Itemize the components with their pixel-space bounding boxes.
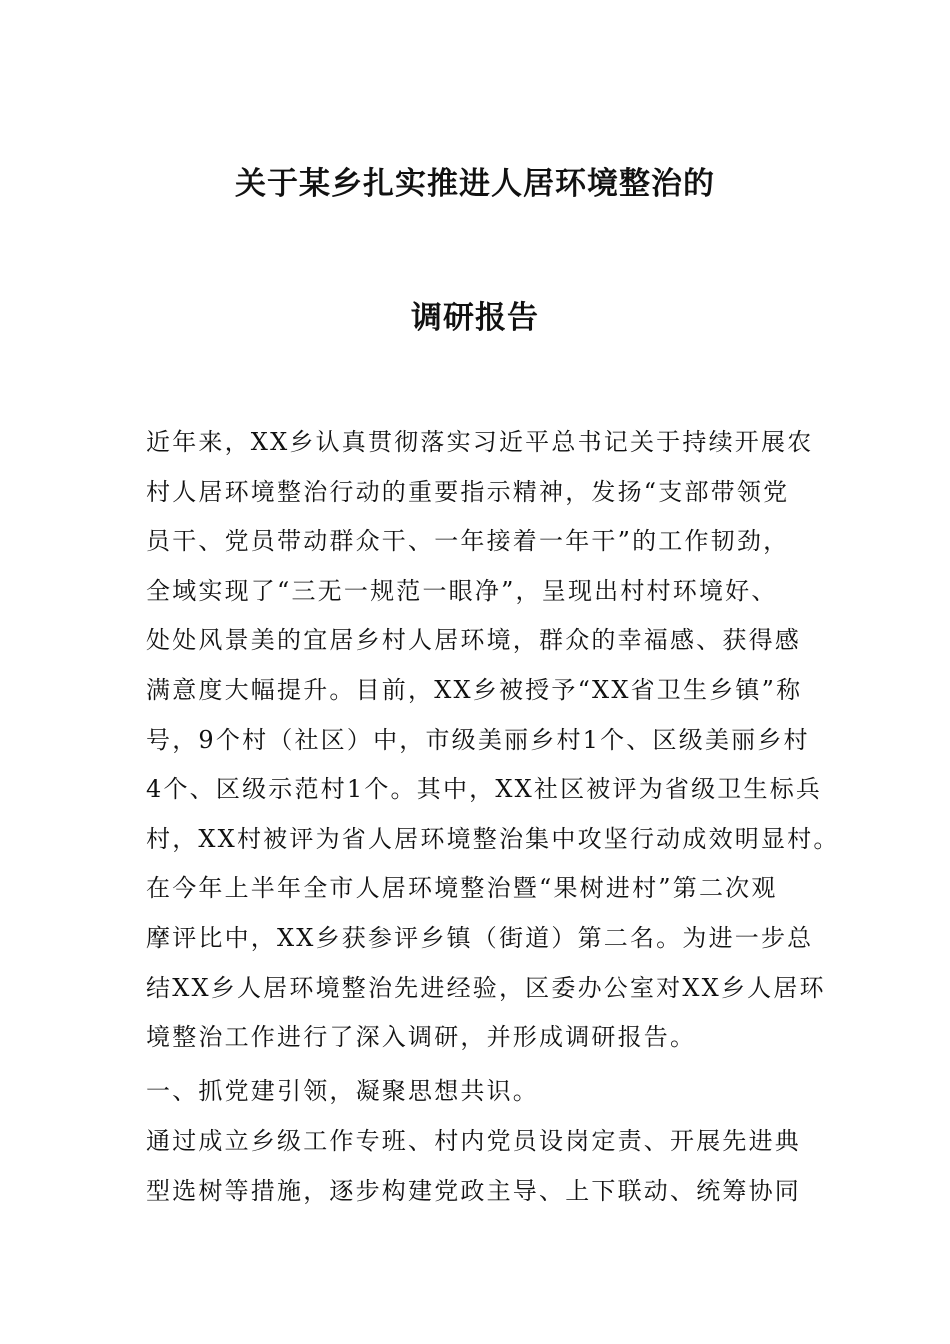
document-title-line-1: 关于某乡扎实推进人居环境整治的 [235,166,715,202]
paragraph-line: 型选树等措施，逐步构建党政主导、上下联动、统筹协同 [146,1176,801,1205]
paragraph-line: 在今年上半年全市人居环境整治暨“果树进村”第二次观 [146,874,778,903]
paragraph-line: 境整治工作进行了深入调研，并形成调研报告。 [146,1023,697,1052]
paragraph-line: 处处风景美的宜居乡村人居环境，群众的幸福感、获得感 [146,626,801,655]
paragraph-line: 通过成立乡级工作专班、村内党员设岗定责、开展先进典 [146,1127,801,1155]
paragraph-line: 满意度大幅提升。目前，XX乡被授予“XX省卫生乡镇”称 [146,675,803,704]
paragraph-line: 号，9个村（社区）中，市级美丽乡村1个、区级美丽乡村 [146,725,810,754]
intro-paragraph [146,418,840,1063]
paragraph-line: 员干、党员带动群众干、一年接着一年干”的工作韧劲， [146,527,790,556]
section-1-heading: 一、抓党建引领，凝聚思想共识。 [146,1077,539,1105]
section-1-paragraph [146,1117,826,1216]
paragraph-line: 村，XX村被评为省人居环境整治集中攻坚行动成效明显村。 [146,824,840,853]
paragraph-line: 近年来，XX乡认真贯彻落实习近平总书记关于持续开展农 [146,428,814,456]
paragraph-line: 结XX乡人居环境整治先进经验，区委办公室对XX乡人居环 [146,973,826,1002]
paragraph-line: 全域实现了“三无一规范一眼净”，呈现出村村环境好、 [146,576,778,605]
paragraph-line: 村人居环境整治行动的重要指示精神，发扬“支部带领党 [146,477,790,506]
paragraph-line: 4个、区级示范村1个。其中，XX社区被评为省级卫生标兵 [146,775,823,804]
paragraph-line: 摩评比中，XX乡获参评乡镇（街道）第二名。为进一步总 [146,923,814,952]
document-title-line-2: 调研报告 [411,300,539,336]
